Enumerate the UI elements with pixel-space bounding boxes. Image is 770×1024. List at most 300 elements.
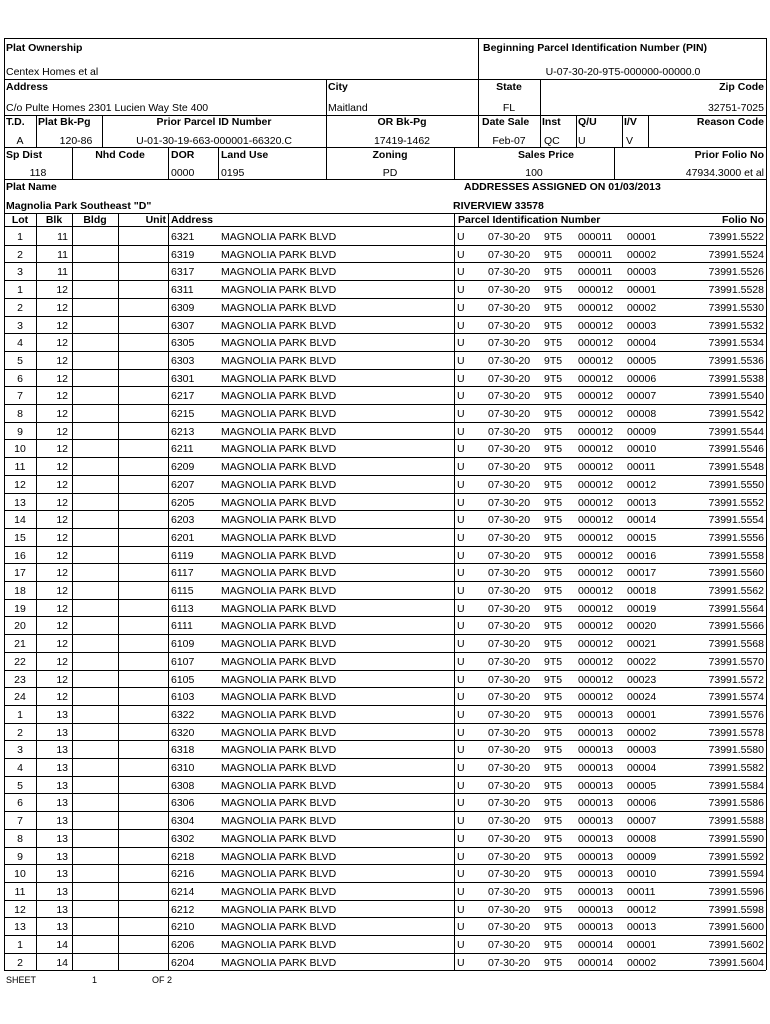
- row-rule: [4, 616, 766, 617]
- city-value: Maitland: [328, 102, 368, 114]
- cell-prefix: U: [457, 443, 465, 455]
- land-use-value: 0195: [221, 167, 245, 179]
- rule: [4, 38, 766, 39]
- cell-blk: 13: [56, 709, 68, 721]
- cell-house-number: 6203: [171, 514, 195, 526]
- state-label: State: [496, 81, 522, 93]
- cell-house-number: 6209: [171, 461, 195, 473]
- cell-pin-block: 000013: [578, 780, 614, 792]
- date-sale-value: Feb-07: [492, 135, 526, 147]
- inst-label: Inst: [542, 116, 561, 128]
- cell-street: MAGNOLIA PARK BLVD: [221, 284, 337, 296]
- cell-pin-block: 000012: [578, 691, 614, 703]
- cell-lot: 1: [17, 939, 23, 951]
- cell-folio: 73991.5576: [708, 709, 764, 721]
- cell-blk: 12: [56, 426, 68, 438]
- cell-lot: 11: [14, 886, 26, 898]
- rule: [454, 213, 455, 970]
- cell-street: MAGNOLIA PARK BLVD: [221, 497, 337, 509]
- row-rule: [4, 528, 766, 529]
- cell-pin-block: 000012: [578, 390, 614, 402]
- cell-street: MAGNOLIA PARK BLVD: [221, 408, 337, 420]
- dor-label: DOR: [171, 149, 195, 161]
- cell-pin-block: 000012: [578, 337, 614, 349]
- cell-folio: 73991.5526: [708, 266, 764, 278]
- plat-name-value: Magnolia Park Southeast "D": [6, 200, 152, 212]
- cell-pin-str: 07-30-20: [488, 373, 531, 385]
- addresses-assigned: ADDRESSES ASSIGNED ON 01/03/2013: [464, 181, 661, 193]
- cell-lot: 10: [14, 868, 26, 880]
- cell-house-number: 6319: [171, 249, 195, 261]
- cell-street: MAGNOLIA PARK BLVD: [221, 691, 337, 703]
- col-lot: Lot: [11, 214, 29, 226]
- cell-house-number: 6207: [171, 479, 195, 491]
- cell-street: MAGNOLIA PARK BLVD: [221, 815, 337, 827]
- zip-value: 32751-7025: [707, 102, 764, 114]
- cell-pin-sub: 9T5: [544, 674, 563, 686]
- col-pin: Parcel Identification Number: [458, 214, 601, 226]
- cell-street: MAGNOLIA PARK BLVD: [221, 355, 337, 367]
- cell-house-number: 6322: [171, 709, 195, 721]
- rule: [168, 147, 169, 179]
- cell-pin-lot: 00001: [627, 231, 657, 243]
- cell-house-number: 6212: [171, 904, 195, 916]
- cell-lot: 6: [17, 373, 23, 385]
- row-rule: [4, 882, 766, 883]
- cell-pin-str: 07-30-20: [488, 921, 531, 933]
- cell-house-number: 6204: [171, 957, 195, 969]
- cell-street: MAGNOLIA PARK BLVD: [221, 904, 337, 916]
- cell-pin-sub: 9T5: [544, 620, 563, 632]
- cell-street: MAGNOLIA PARK BLVD: [221, 373, 337, 385]
- state-value: FL: [502, 102, 516, 114]
- cell-pin-str: 07-30-20: [488, 709, 531, 721]
- cell-house-number: 6115: [171, 585, 194, 597]
- cell-pin-lot: 00012: [627, 479, 657, 491]
- iv-value: V: [626, 135, 634, 147]
- row-rule: [4, 422, 766, 423]
- cell-blk: 12: [56, 691, 68, 703]
- cell-pin-str: 07-30-20: [488, 727, 531, 739]
- cell-pin-sub: 9T5: [544, 408, 563, 420]
- cell-pin-lot: 00007: [627, 815, 657, 827]
- cell-lot: 6: [17, 797, 23, 809]
- cell-folio: 73991.5580: [708, 744, 764, 756]
- cell-lot: 4: [17, 337, 23, 349]
- cell-pin-block: 000012: [578, 320, 614, 332]
- row-rule: [4, 439, 766, 440]
- row-rule: [4, 351, 766, 352]
- cell-pin-sub: 9T5: [544, 762, 563, 774]
- cell-street: MAGNOLIA PARK BLVD: [221, 957, 337, 969]
- cell-folio: 73991.5578: [708, 727, 764, 739]
- cell-house-number: 6305: [171, 337, 195, 349]
- row-rule: [4, 475, 766, 476]
- row-rule: [4, 457, 766, 458]
- cell-pin-str: 07-30-20: [488, 514, 531, 526]
- cell-pin-str: 07-30-20: [488, 904, 531, 916]
- cell-street: MAGNOLIA PARK BLVD: [221, 620, 337, 632]
- sales-price-value: 100: [525, 167, 543, 179]
- cell-prefix: U: [457, 709, 465, 721]
- cell-pin-block: 000012: [578, 674, 614, 686]
- row-rule: [4, 404, 766, 405]
- cell-pin-sub: 9T5: [544, 390, 563, 402]
- cell-pin-str: 07-30-20: [488, 550, 531, 562]
- cell-pin-sub: 9T5: [544, 231, 563, 243]
- cell-street: MAGNOLIA PARK BLVD: [221, 443, 337, 455]
- cell-pin-block: 000012: [578, 479, 614, 491]
- cell-prefix: U: [457, 603, 465, 615]
- rule: [622, 115, 623, 147]
- cell-pin-lot: 00001: [627, 939, 657, 951]
- reason-code-label: Reason Code: [696, 116, 764, 128]
- cell-prefix: U: [457, 851, 465, 863]
- cell-blk: 12: [56, 514, 68, 526]
- cell-prefix: U: [457, 638, 465, 650]
- rule: [614, 147, 615, 179]
- cell-pin-lot: 00011: [627, 461, 656, 473]
- cell-folio: 73991.5566: [708, 620, 764, 632]
- cell-pin-block: 000013: [578, 868, 614, 880]
- col-unit: Unit: [145, 214, 166, 226]
- cell-pin-lot: 00005: [627, 355, 657, 367]
- cell-lot: 14: [14, 514, 26, 526]
- cell-pin-sub: 9T5: [544, 514, 563, 526]
- cell-pin-block: 000012: [578, 302, 614, 314]
- cell-pin-block: 000012: [578, 567, 614, 579]
- cell-prefix: U: [457, 550, 465, 562]
- cell-prefix: U: [457, 390, 465, 402]
- row-rule: [4, 900, 766, 901]
- cell-pin-sub: 9T5: [544, 939, 563, 951]
- plat-bk-pg-label: Plat Bk-Pg: [38, 116, 91, 128]
- cell-pin-str: 07-30-20: [488, 957, 531, 969]
- city-label: City: [328, 81, 348, 93]
- cell-blk: 11: [57, 266, 68, 278]
- cell-street: MAGNOLIA PARK BLVD: [221, 833, 337, 845]
- row-rule: [4, 793, 766, 794]
- cell-pin-block: 000012: [578, 656, 614, 668]
- cell-street: MAGNOLIA PARK BLVD: [221, 762, 337, 774]
- cell-lot: 2: [17, 957, 23, 969]
- cell-pin-block: 000012: [578, 355, 614, 367]
- rule: [576, 115, 577, 147]
- cell-pin-sub: 9T5: [544, 373, 563, 385]
- cell-pin-sub: 9T5: [544, 904, 563, 916]
- cell-prefix: U: [457, 514, 465, 526]
- cell-pin-str: 07-30-20: [488, 443, 531, 455]
- row-rule: [4, 776, 766, 777]
- cell-street: MAGNOLIA PARK BLVD: [221, 585, 337, 597]
- cell-blk: 12: [56, 674, 68, 686]
- cell-folio: 73991.5548: [708, 461, 764, 473]
- beginning-pin: U-07-30-20-9T5-000000-00000.0: [545, 66, 701, 78]
- cell-blk: 13: [56, 904, 68, 916]
- cell-pin-str: 07-30-20: [488, 674, 531, 686]
- cell-folio: 73991.5584: [708, 780, 764, 792]
- rule: [72, 213, 73, 970]
- cell-prefix: U: [457, 691, 465, 703]
- cell-pin-sub: 9T5: [544, 921, 563, 933]
- cell-pin-lot: 00003: [627, 266, 657, 278]
- cell-house-number: 6304: [171, 815, 195, 827]
- cell-folio: 73991.5588: [708, 815, 764, 827]
- cell-street: MAGNOLIA PARK BLVD: [221, 727, 337, 739]
- cell-pin-str: 07-30-20: [488, 249, 531, 261]
- cell-pin-lot: 00002: [627, 957, 657, 969]
- cell-folio: 73991.5538: [708, 373, 764, 385]
- cell-street: MAGNOLIA PARK BLVD: [221, 939, 337, 951]
- cell-street: MAGNOLIA PARK BLVD: [221, 709, 337, 721]
- cell-prefix: U: [457, 904, 465, 916]
- cell-pin-block: 000012: [578, 603, 614, 615]
- col-address: Address: [171, 214, 214, 226]
- cell-pin-sub: 9T5: [544, 302, 563, 314]
- cell-pin-str: 07-30-20: [488, 762, 531, 774]
- cell-house-number: 6111: [171, 620, 193, 632]
- cell-blk: 13: [56, 780, 68, 792]
- cell-street: MAGNOLIA PARK BLVD: [221, 249, 337, 261]
- cell-house-number: 6318: [171, 744, 195, 756]
- cell-pin-block: 000012: [578, 497, 614, 509]
- cell-pin-sub: 9T5: [544, 851, 563, 863]
- cell-lot: 13: [14, 497, 26, 509]
- cell-pin-lot: 00008: [627, 408, 657, 420]
- cell-prefix: U: [457, 957, 465, 969]
- cell-prefix: U: [457, 426, 465, 438]
- or-bk-pg-label: OR Bk-Pg: [377, 116, 427, 128]
- prior-folio-label: Prior Folio No: [694, 149, 764, 161]
- cell-blk: 13: [56, 868, 68, 880]
- cell-blk: 12: [56, 355, 68, 367]
- date-sale-label: Date Sale: [482, 116, 530, 128]
- cell-pin-sub: 9T5: [544, 320, 563, 332]
- cell-pin-sub: 9T5: [544, 727, 563, 739]
- cell-house-number: 6302: [171, 833, 195, 845]
- cell-street: MAGNOLIA PARK BLVD: [221, 674, 337, 686]
- cell-pin-str: 07-30-20: [488, 638, 531, 650]
- cell-pin-sub: 9T5: [544, 532, 563, 544]
- cell-street: MAGNOLIA PARK BLVD: [221, 266, 337, 278]
- prior-parcel-label: Prior Parcel ID Number: [156, 116, 272, 128]
- cell-blk: 12: [56, 461, 68, 473]
- td-value: A: [16, 135, 24, 147]
- cell-pin-lot: 00019: [627, 603, 657, 615]
- cell-pin-block: 000012: [578, 532, 614, 544]
- rule: [540, 79, 541, 115]
- cell-lot: 12: [14, 904, 26, 916]
- cell-pin-block: 000011: [578, 266, 613, 278]
- cell-street: MAGNOLIA PARK BLVD: [221, 603, 337, 615]
- row-rule: [4, 581, 766, 582]
- cell-folio: 73991.5550: [708, 479, 764, 491]
- cell-pin-sub: 9T5: [544, 797, 563, 809]
- cell-blk: 13: [56, 797, 68, 809]
- cell-blk: 11: [57, 249, 68, 261]
- cell-lot: 3: [17, 266, 23, 278]
- cell-folio: 73991.5534: [708, 337, 764, 349]
- row-rule: [4, 510, 766, 511]
- cell-pin-sub: 9T5: [544, 585, 563, 597]
- cell-folio: 73991.5604: [708, 957, 764, 969]
- rule: [4, 147, 766, 148]
- iv-label: I/V: [624, 116, 637, 128]
- col-bldg: Bldg: [83, 214, 107, 226]
- cell-prefix: U: [457, 656, 465, 668]
- cell-house-number: 6214: [171, 886, 195, 898]
- qu-value: U: [578, 135, 586, 147]
- cell-pin-str: 07-30-20: [488, 337, 531, 349]
- cell-street: MAGNOLIA PARK BLVD: [221, 302, 337, 314]
- cell-blk: 14: [56, 939, 68, 951]
- cell-prefix: U: [457, 674, 465, 686]
- cell-pin-block: 000012: [578, 550, 614, 562]
- cell-house-number: 6205: [171, 497, 195, 509]
- cell-lot: 3: [17, 320, 23, 332]
- cell-pin-lot: 00008: [627, 833, 657, 845]
- cell-pin-lot: 00001: [627, 284, 657, 296]
- cell-folio: 73991.5590: [708, 833, 764, 845]
- cell-pin-lot: 00001: [627, 709, 657, 721]
- cell-lot: 1: [17, 709, 23, 721]
- cell-prefix: U: [457, 337, 465, 349]
- cell-prefix: U: [457, 355, 465, 367]
- cell-street: MAGNOLIA PARK BLVD: [221, 780, 337, 792]
- cell-lot: 4: [17, 762, 23, 774]
- cell-prefix: U: [457, 780, 465, 792]
- cell-folio: 73991.5596: [708, 886, 764, 898]
- cell-pin-block: 000011: [578, 231, 613, 243]
- riverview-zip: RIVERVIEW 33578: [453, 200, 544, 212]
- cell-pin-lot: 00010: [627, 868, 657, 880]
- cell-pin-str: 07-30-20: [488, 302, 531, 314]
- cell-pin-lot: 00013: [627, 497, 657, 509]
- cell-street: MAGNOLIA PARK BLVD: [221, 532, 337, 544]
- row-rule: [4, 935, 766, 936]
- cell-pin-str: 07-30-20: [488, 461, 531, 473]
- cell-pin-block: 000013: [578, 904, 614, 916]
- cell-pin-str: 07-30-20: [488, 497, 531, 509]
- cell-house-number: 6303: [171, 355, 195, 367]
- cell-lot: 8: [17, 833, 23, 845]
- rule: [218, 147, 219, 179]
- cell-blk: 12: [56, 585, 68, 597]
- land-use-label: Land Use: [221, 149, 269, 161]
- cell-blk: 12: [56, 532, 68, 544]
- cell-pin-block: 000013: [578, 797, 614, 809]
- cell-pin-str: 07-30-20: [488, 266, 531, 278]
- cell-folio: 73991.5544: [708, 426, 764, 438]
- cell-prefix: U: [457, 408, 465, 420]
- cell-lot: 2: [17, 249, 23, 261]
- rule: [168, 213, 169, 970]
- cell-folio: 73991.5582: [708, 762, 764, 774]
- cell-pin-lot: 00002: [627, 302, 657, 314]
- cell-prefix: U: [457, 585, 465, 597]
- cell-pin-lot: 00012: [627, 904, 657, 916]
- cell-prefix: U: [457, 249, 465, 261]
- cell-folio: 73991.5536: [708, 355, 764, 367]
- cell-blk: 13: [56, 886, 68, 898]
- cell-pin-sub: 9T5: [544, 638, 563, 650]
- cell-lot: 2: [17, 302, 23, 314]
- cell-pin-str: 07-30-20: [488, 426, 531, 438]
- cell-folio: 73991.5530: [708, 302, 764, 314]
- cell-house-number: 6117: [171, 567, 194, 579]
- row-rule: [4, 847, 766, 848]
- cell-pin-sub: 9T5: [544, 744, 563, 756]
- cell-street: MAGNOLIA PARK BLVD: [221, 550, 337, 562]
- cell-street: MAGNOLIA PARK BLVD: [221, 231, 337, 243]
- cell-prefix: U: [457, 373, 465, 385]
- cell-pin-block: 000014: [578, 939, 614, 951]
- prior-parcel-value: U-01-30-19-663-000001-66320.C: [136, 135, 292, 147]
- or-bk-pg-value: 17419-1462: [373, 135, 431, 147]
- cell-street: MAGNOLIA PARK BLVD: [221, 479, 337, 491]
- cell-blk: 12: [56, 443, 68, 455]
- cell-pin-str: 07-30-20: [488, 390, 531, 402]
- cell-folio: 73991.5552: [708, 497, 764, 509]
- cell-house-number: 6109: [171, 638, 195, 650]
- cell-pin-sub: 9T5: [544, 284, 563, 296]
- sp-dist-label: Sp Dist: [6, 149, 43, 161]
- rule: [326, 79, 327, 115]
- row-rule: [4, 687, 766, 688]
- row-rule: [4, 864, 766, 865]
- cell-pin-str: 07-30-20: [488, 833, 531, 845]
- cell-blk: 12: [56, 302, 68, 314]
- cell-blk: 12: [56, 603, 68, 615]
- cell-lot: 3: [17, 744, 23, 756]
- cell-lot: 2: [17, 727, 23, 739]
- cell-blk: 13: [56, 727, 68, 739]
- cell-pin-block: 000013: [578, 921, 614, 933]
- cell-pin-sub: 9T5: [544, 815, 563, 827]
- cell-pin-str: 07-30-20: [488, 320, 531, 332]
- cell-street: MAGNOLIA PARK BLVD: [221, 886, 337, 898]
- cell-pin-block: 000012: [578, 284, 614, 296]
- cell-lot: 15: [14, 532, 26, 544]
- cell-lot: 16: [14, 550, 26, 562]
- cell-blk: 13: [56, 851, 68, 863]
- cell-pin-block: 000012: [578, 408, 614, 420]
- cell-pin-lot: 00013: [627, 921, 657, 933]
- cell-blk: 12: [56, 479, 68, 491]
- cell-folio: 73991.5558: [708, 550, 764, 562]
- cell-folio: 73991.5568: [708, 638, 764, 650]
- cell-pin-lot: 00004: [627, 762, 657, 774]
- cell-house-number: 6105: [171, 674, 195, 686]
- cell-folio: 73991.5524: [708, 249, 764, 261]
- cell-lot: 20: [14, 620, 26, 632]
- td-label: T.D.: [6, 116, 25, 128]
- cell-pin-sub: 9T5: [544, 443, 563, 455]
- cell-pin-str: 07-30-20: [488, 585, 531, 597]
- cell-house-number: 6215: [171, 408, 195, 420]
- rule: [540, 115, 541, 147]
- row-rule: [4, 493, 766, 494]
- cell-pin-str: 07-30-20: [488, 603, 531, 615]
- row-rule: [4, 953, 766, 954]
- cell-pin-lot: 00021: [627, 638, 657, 650]
- cell-pin-sub: 9T5: [544, 426, 563, 438]
- cell-lot: 23: [14, 674, 26, 686]
- cell-folio: 73991.5546: [708, 443, 764, 455]
- row-rule: [4, 829, 766, 830]
- cell-folio: 73991.5554: [708, 514, 764, 526]
- cell-house-number: 6107: [171, 656, 195, 668]
